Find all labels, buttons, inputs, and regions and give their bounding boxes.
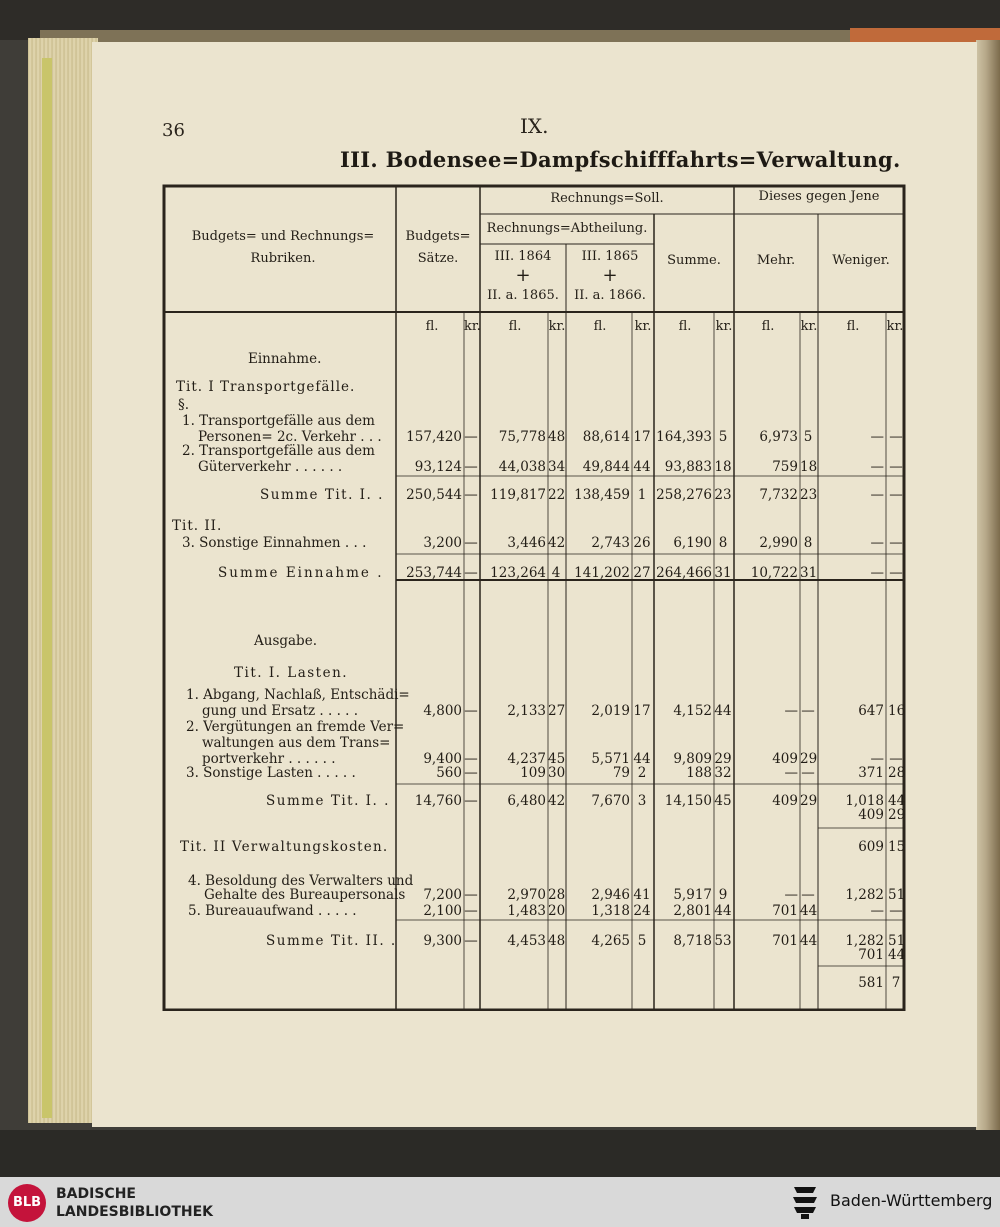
cell-e3-b: 3,200 [423, 535, 462, 551]
cell-es-w: — [870, 565, 884, 581]
cell-a4-b: 7,200 [423, 887, 462, 903]
cell-es1-mk: 23 [800, 487, 818, 503]
cell-as1b-wk: 29 [888, 807, 906, 823]
cell-a4-a: 2,970 [507, 887, 546, 903]
cell-es-ck: 27 [633, 565, 651, 581]
cell-es1-wk: — [889, 487, 903, 503]
cell-a3-ck: 2 [637, 765, 647, 781]
cell-e2-ck: 44 [633, 459, 651, 475]
cell-a3-m: — [784, 765, 798, 781]
cell-as2-c: 4,265 [591, 933, 630, 949]
cell-es-s: 264,466 [656, 565, 712, 581]
header-rubrics-2: Rubriken. [250, 251, 316, 266]
cell-a1-w: 647 [858, 703, 884, 719]
cell-es1-c: 138,459 [574, 487, 630, 503]
cell-e3-c: 2,743 [591, 535, 630, 551]
ausgabe-row2-a: 2. Vergütungen an fremde Ver= [186, 719, 405, 735]
cell-e1-mk: 5 [803, 429, 813, 445]
ausgabe-sum2: Summe Tit. II. . [266, 933, 397, 949]
header-rubrics-1: Budgets= und Rechnungs= [191, 229, 375, 244]
cell-as1-a: 6,480 [507, 793, 546, 809]
cell-as1-mk: 29 [800, 793, 818, 809]
cell-e2-c: 49,844 [582, 459, 630, 475]
einnahme-row1-b: Personen= 2c. Verkehr . . . [198, 429, 382, 445]
einnahme-sum1: Summe Tit. I. . [260, 487, 384, 503]
cell-a1-bk: — [464, 703, 478, 719]
cell-e3-ck: 26 [633, 535, 651, 551]
cell-es1-bk: — [464, 487, 478, 503]
einnahme-tit2: Tit. II. [172, 518, 223, 534]
footer-bar [0, 1177, 1000, 1227]
ausgabe-tit2: Tit. II Verwaltungskosten. [180, 839, 389, 855]
cell-a5-c: 1,318 [591, 903, 630, 919]
cell-a2-a: 4,237 [507, 751, 546, 767]
cell-a2-wk: — [889, 751, 903, 767]
cell-a4-wk: 51 [888, 887, 906, 903]
cell-a4-mk: — [801, 887, 815, 903]
cell-e1-w: — [870, 429, 884, 445]
ausgabe-sum1: Summe Tit. I. . [266, 793, 390, 809]
cell-a2-bk: — [464, 751, 478, 767]
cell-e1-c: 88,614 [582, 429, 630, 445]
cell-as2-b: 9,300 [423, 933, 462, 949]
cell-a2-m: 409 [772, 751, 798, 767]
cell-e3-bk: — [464, 535, 478, 551]
cell-as1-s: 14,150 [664, 793, 712, 809]
cell-e3-a: 3,446 [507, 535, 546, 551]
cell-e1-sk: 5 [718, 429, 728, 445]
budget-table [162, 176, 907, 1011]
einnahme-row2-b: Güterverkehr . . . . . . [198, 459, 343, 475]
header-weniger: Weniger. [832, 253, 890, 268]
lions-crest-icon [790, 1183, 820, 1221]
library-name-line1: BADISCHE [56, 1186, 136, 1202]
cell-a1-b: 4,800 [423, 703, 462, 719]
cell-a5-m: 701 [772, 903, 798, 919]
cell-as1-w: 1,018 [845, 793, 884, 809]
unit-kr: kr. [464, 319, 481, 334]
cell-as2-ck: 5 [637, 933, 647, 949]
cell-as1c-wk: 15 [888, 839, 906, 855]
cell-e2-b: 93,124 [414, 459, 462, 475]
cell-e1-s: 164,393 [656, 429, 712, 445]
unit-kr: kr. [800, 319, 818, 334]
cell-a5-a: 1,483 [507, 903, 546, 919]
cell-as2b-wk: 44 [888, 947, 906, 963]
cell-a3-mk: — [801, 765, 815, 781]
cell-es1-ak: 22 [548, 487, 566, 503]
cell-a3-sk: 32 [714, 765, 732, 781]
cell-a3-a: 109 [520, 765, 546, 781]
cell-es-a: 123,264 [490, 565, 546, 581]
cell-es1-b: 250,544 [406, 487, 462, 503]
cell-a1-s: 4,152 [673, 703, 712, 719]
einnahme-row3: 3. Sonstige Einnahmen . . . [182, 535, 367, 551]
cell-a2-mk: 29 [800, 751, 818, 767]
section-number: IX. [520, 114, 549, 138]
cell-a4-ak: 28 [548, 887, 566, 903]
cell-as2c-w: 581 [858, 975, 884, 991]
cell-as1-b: 14,760 [414, 793, 462, 809]
cell-a1-c: 2,019 [591, 703, 630, 719]
ausgabe-row5: 5. Bureauaufwand . . . . . [188, 903, 357, 919]
cell-a5-ak: 20 [548, 903, 566, 919]
unit-kr: kr. [548, 319, 566, 334]
cell-as1c-w: 609 [858, 839, 884, 855]
cell-e3-ak: 42 [548, 535, 566, 551]
cell-es-wk: — [889, 565, 903, 581]
cell-a1-mk: — [801, 703, 815, 719]
ausgabe-row3: 3. Sonstige Lasten . . . . . [186, 765, 356, 781]
cell-a1-ck: 17 [633, 703, 651, 719]
cell-a4-c: 2,946 [591, 887, 630, 903]
cell-a1-m: — [784, 703, 798, 719]
page-number: 36 [162, 120, 185, 141]
cell-as1-m: 409 [772, 793, 798, 809]
cell-as2b-w: 701 [858, 947, 884, 963]
cell-as2-ak: 48 [548, 933, 566, 949]
cell-es1-m: 7,732 [759, 487, 798, 503]
page-gutter [976, 40, 1000, 1130]
cell-a4-sk: 9 [718, 887, 728, 903]
einnahme-heading: Einnahme. [248, 351, 322, 367]
cell-a1-sk: 44 [714, 703, 732, 719]
unit-fl: fl. [761, 319, 775, 334]
einnahme-row1-a: 1. Transportgefälle aus dem [182, 413, 375, 429]
cell-as2-m: 701 [772, 933, 798, 949]
ausgabe-row1-a: 1. Abgang, Nachlaß, Entschädi= [186, 687, 410, 703]
header-1865-b: + [602, 265, 618, 286]
header-1865-c: II. a. 1866. [574, 288, 646, 303]
cell-e3-wk: — [889, 535, 903, 551]
cell-e2-bk: — [464, 459, 478, 475]
cell-a1-ak: 27 [548, 703, 566, 719]
cell-es-m: 10,722 [750, 565, 798, 581]
header-soll: Rechnungs=Soll. [550, 191, 664, 206]
cell-e2-m: 759 [772, 459, 798, 475]
cell-as1-ck: 3 [637, 793, 647, 809]
cell-a4-ck: 41 [633, 887, 651, 903]
header-budget-2: Sätze. [417, 251, 459, 266]
cell-e2-a: 44,038 [498, 459, 546, 475]
cell-es-mk: 31 [800, 565, 818, 581]
cell-e3-sk: 8 [718, 535, 728, 551]
library-name-line2: LANDESBIBLIOTHEK [56, 1204, 214, 1220]
cell-a3-s: 188 [686, 765, 712, 781]
cell-es-bk: — [464, 565, 478, 581]
header-summe: Summe. [667, 253, 721, 268]
cell-a5-wk: — [889, 903, 903, 919]
cell-a4-w: 1,282 [845, 887, 884, 903]
unit-fl: fl. [846, 319, 860, 334]
cell-as1-wk: 44 [888, 793, 906, 809]
cell-as2-mk: 44 [800, 933, 818, 949]
cell-e3-m: 2,990 [759, 535, 798, 551]
page-title: III. Bodensee=Dampfschifffahrts=Verwaltung. [340, 147, 901, 172]
cell-as2-w: 1,282 [845, 933, 884, 949]
paragraph-mark: §. [178, 397, 190, 413]
cell-e2-ak: 34 [548, 459, 566, 475]
cell-e2-mk: 18 [800, 459, 818, 475]
cell-a5-mk: 44 [800, 903, 818, 919]
cell-as2-s: 8,718 [673, 933, 712, 949]
cell-a2-s: 9,809 [673, 751, 712, 767]
cell-e3-mk: 8 [803, 535, 813, 551]
cell-es1-ck: 1 [637, 487, 647, 503]
header-mehr: Mehr. [756, 253, 796, 268]
blb-logo[interactable]: BLB [8, 1184, 46, 1222]
cell-as2c-wk: 7 [891, 975, 901, 991]
einnahme-row2-a: 2. Transportgefälle aus dem [182, 443, 375, 459]
cell-as2-wk: 51 [888, 933, 906, 949]
cell-e2-w: — [870, 459, 884, 475]
einnahme-tit1: Tit. I Transportgefälle. [176, 379, 356, 395]
cell-a1-a: 2,133 [507, 703, 546, 719]
cell-a3-bk: — [464, 765, 478, 781]
ausgabe-row2-c: portverkehr . . . . . . [202, 751, 336, 767]
unit-kr: kr. [715, 319, 733, 334]
state-name[interactable]: Baden-Württemberg [830, 1191, 993, 1210]
cell-a5-bk: — [464, 903, 478, 919]
cell-e3-w: — [870, 535, 884, 551]
ausgabe-tit1: Tit. I. Lasten. [234, 665, 349, 681]
cell-a2-ck: 44 [633, 751, 651, 767]
cell-a4-bk: — [464, 887, 478, 903]
cell-e1-bk: — [464, 429, 478, 445]
cell-e1-ck: 17 [633, 429, 651, 445]
cell-es1-w: — [870, 487, 884, 503]
cell-a3-w: 371 [858, 765, 884, 781]
cell-as1-sk: 45 [714, 793, 732, 809]
ausgabe-row1-b: gung und Ersatz . . . . . [202, 703, 359, 719]
cell-a2-sk: 29 [714, 751, 732, 767]
page-stack [28, 38, 98, 1123]
unit-kr: kr. [634, 319, 652, 334]
cell-as2-bk: — [464, 933, 478, 949]
header-1864-c: II. a. 1865. [487, 288, 559, 303]
cell-e1-wk: — [889, 429, 903, 445]
cell-as2-a: 4,453 [507, 933, 546, 949]
cell-es-ak: 4 [551, 565, 561, 581]
cell-a5-ck: 24 [633, 903, 651, 919]
cell-e1-b: 157,420 [406, 429, 462, 445]
cell-a5-sk: 44 [714, 903, 732, 919]
header-abtheilung: Rechnungs=Abtheilung. [486, 221, 648, 236]
library-name[interactable] [56, 1185, 213, 1221]
cell-a2-c: 5,571 [591, 751, 630, 767]
cell-a5-w: — [870, 903, 884, 919]
header-1865-a: III. 1865 [581, 249, 639, 264]
unit-fl: fl. [593, 319, 607, 334]
ausgabe-row2-b: waltungen aus dem Trans= [202, 735, 391, 751]
header-budget-1: Budgets= [405, 229, 471, 244]
cell-as2-sk: 53 [714, 933, 732, 949]
page-stack-edge [42, 58, 52, 1118]
header-1864-b: + [515, 265, 531, 286]
ausgabe-heading: Ausgabe. [254, 633, 317, 649]
cell-es1-s: 258,276 [656, 487, 712, 503]
cell-as1-bk: — [464, 793, 478, 809]
cell-a3-c: 79 [612, 765, 630, 781]
cell-as1b-w: 409 [858, 807, 884, 823]
cell-e1-m: 6,973 [759, 429, 798, 445]
unit-fl: fl. [508, 319, 522, 334]
ausgabe-row4-b: Gehalte des Bureaupersonals [204, 887, 406, 903]
cell-a4-s: 5,917 [673, 887, 712, 903]
unit-fl: fl. [678, 319, 692, 334]
book-cover-bottom [0, 1130, 1000, 1177]
cell-e3-s: 6,190 [673, 535, 712, 551]
header-dieses-gegen-jene: Dieses gegen Jene [758, 189, 880, 204]
cell-e1-ak: 48 [548, 429, 566, 445]
cell-a2-ak: 45 [548, 751, 566, 767]
cell-es-sk: 31 [714, 565, 732, 581]
cell-es1-a: 119,817 [490, 487, 546, 503]
cell-es-b: 253,744 [406, 565, 462, 581]
header-1864-a: III. 1864 [494, 249, 552, 264]
cell-e2-sk: 18 [714, 459, 732, 475]
cell-a4-m: — [784, 887, 798, 903]
cell-a2-b: 9,400 [423, 751, 462, 767]
cell-es-c: 141,202 [574, 565, 630, 581]
cell-e1-a: 75,778 [498, 429, 546, 445]
ausgabe-row4-a: 4. Besoldung des Verwalters und [188, 873, 414, 889]
cell-a3-ak: 30 [548, 765, 566, 781]
cell-as1-ak: 42 [548, 793, 566, 809]
cell-es1-sk: 23 [714, 487, 732, 503]
cell-a2-w: — [870, 751, 884, 767]
unit-fl: fl. [425, 319, 439, 334]
cell-e2-s: 93,883 [664, 459, 712, 475]
cell-a3-wk: 28 [888, 765, 906, 781]
cell-a1-wk: 16 [888, 703, 906, 719]
cell-as1-c: 7,670 [591, 793, 630, 809]
cell-e2-wk: — [889, 459, 903, 475]
unit-kr: kr. [886, 319, 904, 334]
cell-a5-b: 2,100 [423, 903, 462, 919]
cell-a3-b: 560 [436, 765, 462, 781]
einnahme-total: Summe Einnahme . [218, 565, 384, 581]
cell-a5-s: 2,801 [673, 903, 712, 919]
